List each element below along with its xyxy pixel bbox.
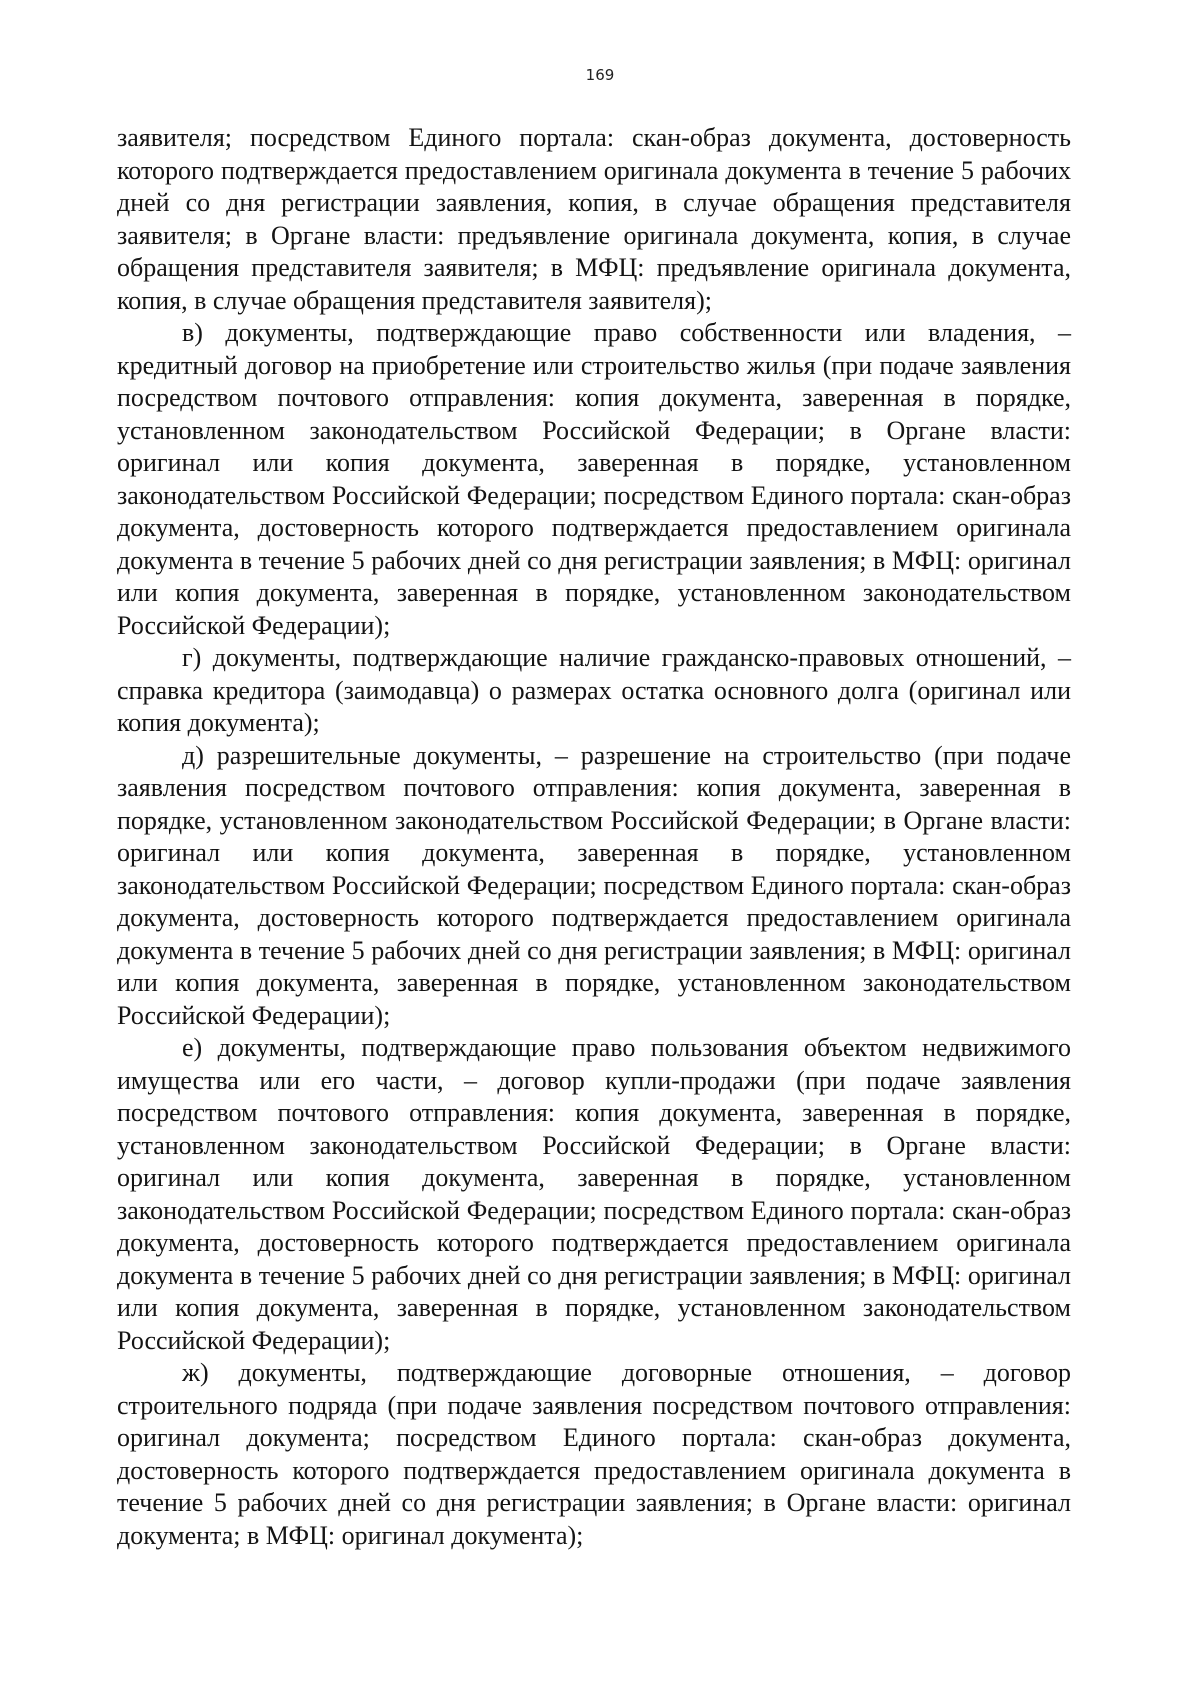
paragraph-item-e: е) документы, подтверждающие право пользования объектом недвижимого имущества или его части, – договор купли-продажи (при подаче заявления посредством почтового отправления: копия документа, заверенная в порядке, установленном законодательством Российской Федерации; в Органе власти: оригинал или копия документа, заверенная в порядке, установленном законодательством Российской Федерации; посредством Единого портала: скан-образ документа, достоверность которого подтверждается предоставлением оригинала документа в течение 5 рабочих дней со дня регистрации заявления; в МФЦ: оригинал или копия документа, заверенная в порядке, установленном законодательством Российской Федерации); <box>117 1033 1071 1355</box>
paragraph-item-zh: ж) документы, подтверждающие договорные отношения, – договор строительного подряда (при подаче заявления посредством почтового отправления: оригинал документа; посредством Единого портала: скан-образ документа, достоверность которого подтверждается предоставлением оригинала документа в течение 5 рабочих дней со дня регистрации заявления; в Органе власти: оригинал документа; в МФЦ: оригинал документа); <box>117 1358 1071 1550</box>
paragraph-item-v: в) документы, подтверждающие право собственности или владения, – кредитный договор на приобретение или строительство жилья (при подаче заявления посредством почтового отправления: копия документа, заверенная в порядке, установленном законодательством Российской Федерации; в Органе власти: оригинал или копия документа, заверенная в порядке, установленном законодательством Российской Федерации; посредством Единого портала: скан-образ документа, достоверность которого подтверждается предоставлением оригинала документа в течение 5 рабочих дней со дня регистрации заявления; в МФЦ: оригинал или копия документа, заверенная в порядке, установленном законодательством Российской Федерации); <box>117 318 1071 640</box>
page-number: 169 <box>585 66 615 84</box>
paragraph-item-g: г) документы, подтверждающие наличие гражданско-правовых отношений, – справка кредитора (заимодавца) о размерах остатка основного долга (оригинал или копия документа); <box>117 643 1071 737</box>
paragraph-continuation: заявителя; посредством Единого портала: скан-образ документа, достоверность которого подтверждается предоставлением оригинала документа в течение 5 рабочих дней со дня регистрации заявления, копия, в случае обращения представителя заявителя; в Органе власти: предъявление оригинала документа, копия, в случае обращения представителя заявителя; в МФЦ: предъявление оригинала документа, копия, в случае обращения представителя заявителя); <box>117 123 1071 315</box>
paragraph-item-d: д) разрешительные документы, – разрешение на строительство (при подаче заявления посредством почтового отправления: копия документа, заверенная в порядке, установленном законодательством Российской Федерации; в Органе власти: оригинал или копия документа, заверенная в порядке, установленном законодательством Российской Федерации; посредством Единого портала: скан-образ документа, достоверность которого подтверждается предоставлением оригинала документа в течение 5 рабочих дней со дня регистрации заявления; в МФЦ: оригинал или копия документа, заверенная в порядке, установленном законодательством Российской Федерации); <box>117 740 1071 1030</box>
document-body <box>117 122 1071 1552</box>
